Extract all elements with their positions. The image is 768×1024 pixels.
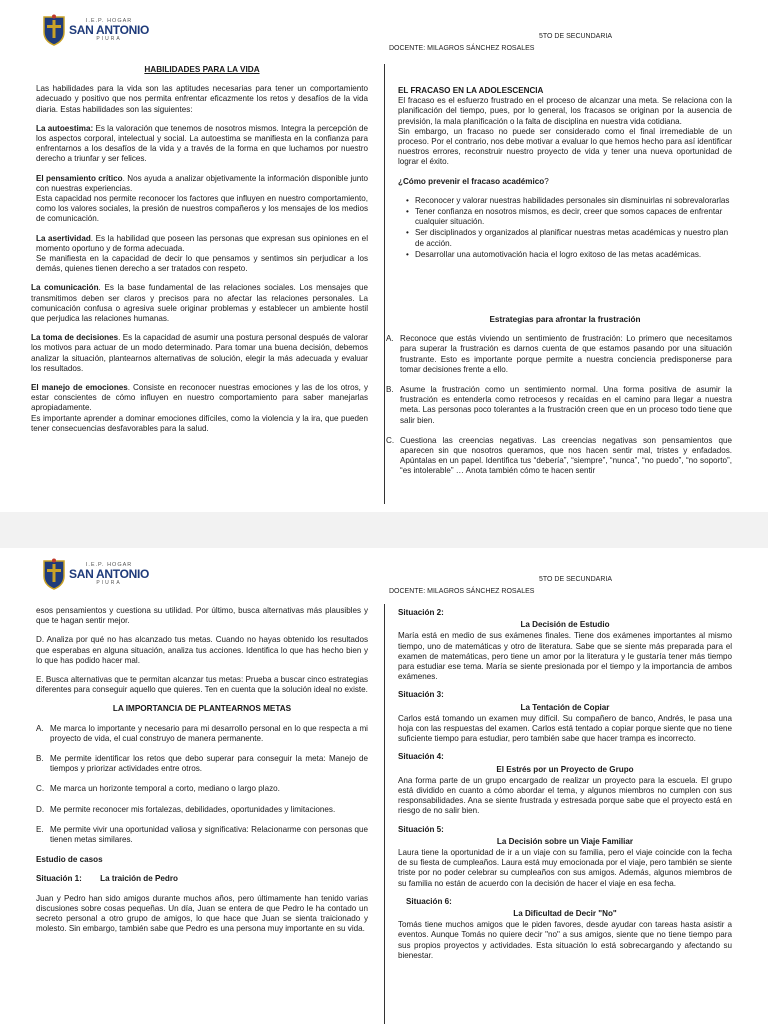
- skill-autoestima: [36, 124, 368, 165]
- school-prefix: I.E.P. HOGAR: [85, 562, 133, 568]
- skill-term: La comunicación: [31, 283, 99, 293]
- skill-text: Es la valoración que tenemos de nosotros mismos. Integra la percepción de los aspectos corporal, intelectual y social. La autoestima se manifiesta en la confianza para enfrentarnos a los desafíos de la vida y a través de la forma en que luchamos por nuestro derecho a triunfar y ser felices.: [36, 123, 368, 164]
- skill-pensamiento-critico: [36, 174, 368, 225]
- skill-toma-decisiones: [31, 333, 368, 374]
- intro-paragraph: Las habilidades para la vida son las aptitudes necesarias para tener un comportamiento adecuado y positivo que nos permita enfrentar eficazmente los retos y desafíos de la vida diaria. Estas habilidades son las siguientes:: [36, 84, 368, 114]
- situation-title: La traición de Pedro: [100, 874, 178, 884]
- list-text: Me permite vivir una oportunidad valiosa y significativa: Relacionarme con personas que tienen metas similares.: [50, 824, 368, 845]
- school-logo: [42, 558, 149, 590]
- situation-title: La Decisión sobre un Viaje Familiar: [496, 836, 634, 846]
- teacher-label: DOCENTE: MILAGROS SÁNCHEZ ROSALES: [389, 45, 535, 52]
- list-marker: A.: [386, 334, 394, 344]
- list-text: Me marca lo importante y necesario para mi desarrollo personal en lo que respecta a mi proyecto de vida, el cual construyo de manera permanente.: [50, 723, 368, 743]
- skill-term: La asertividad: [36, 233, 91, 243]
- list-item: [36, 724, 368, 744]
- situation-label: Situación 6:: [406, 896, 452, 906]
- list-marker: B.: [36, 754, 44, 764]
- prevention-question: [398, 177, 732, 187]
- situation-label: Situación 2:: [398, 608, 444, 617]
- fracaso-paragraph-2: Sin embargo, un fracaso no puede ser considerado como el final irremediable de un proceso. Por el contrario, nos debe motivar a evaluar lo que hemos hecho para así identificar nuestros errores, reconstruir nuestro proyecto de vida y tener una nueva oportunidad de lograr el éxito.: [398, 126, 732, 167]
- goals-list: [36, 724, 368, 846]
- section-title-habilidades: HABILIDADES PARA LA VIDA: [144, 65, 260, 74]
- situation-6: [398, 897, 732, 961]
- situation-2: [398, 608, 732, 682]
- strategies-title: Estrategias para afrontar la frustración: [489, 315, 641, 324]
- list-item: [36, 825, 368, 845]
- grade-label: 5TO DE SECUNDARIA: [539, 33, 612, 40]
- list-item: [36, 805, 368, 815]
- list-text: Reconoce que estás viviendo un sentimiento de frustración: Lo primero que necesitamos para superar la frustración es darnos cuenta de que estamos pasando por una situación frustrante. Esto es importante porque permite a nuestra conciencia predisponerse para tomar decisiones frente a ello.: [400, 334, 732, 374]
- situation-1-heading: [36, 874, 368, 884]
- situation-label: Situación 1:: [36, 874, 82, 884]
- school-prefix: I.E.P. HOGAR: [85, 18, 133, 24]
- prevention-question-text: ¿Cómo prevenir el fracaso académico: [398, 176, 545, 186]
- list-marker: A.: [36, 723, 44, 733]
- list-marker: C.: [36, 784, 45, 794]
- list-marker: E.: [36, 824, 44, 834]
- list-marker: D.: [36, 804, 45, 814]
- skill-text: . Es la habilidad que poseen las personas que expresan sus opiniones en el momento oportuno y de forma adecuada. Se manifiesta en la capacidad de decir lo que pensamos y sentimos sin perjudicar a los demás, quienes tienen derecho a ser tratados con respeto.: [36, 233, 368, 274]
- strategies-list: [386, 334, 732, 476]
- column-divider: [384, 64, 385, 504]
- teacher-label: DOCENTE: MILAGROS SÁNCHEZ ROSALES: [389, 588, 535, 595]
- skill-text: . Es la capacidad de asumir una postura personal después de valorar los motivos para actuar de un modo determinado. Para tomar una buena decisión, debemos analizar la situación, plantearnos alternativas de solución, elegir la más adecuada y evaluar los resultados.: [31, 333, 368, 373]
- cases-title: Estudio de casos: [36, 855, 103, 865]
- situation-text: Carlos está tomando un examen muy difícil. Su compañero de banco, Andrés, le pasa una hoja con las respuestas del examen. Carlos está tentado a copiar porque siente que no tiene suficiente tiempo para estudiar, pero también sabe que hacer trampa es incorrecto.: [398, 713, 732, 744]
- school-logo: [42, 14, 149, 46]
- list-item: [386, 334, 732, 375]
- fracaso-paragraph-1: El fracaso es el esfuerzo frustrado en el proceso de alcanzar una meta. Se relaciona con la planificación del tiempo, pues, por lo general, los fracasos se originan por la ausencia de previsión, la mala planificación o la falta de disciplina en nuestra vida cotidiana.: [398, 96, 732, 126]
- situation-5: [398, 825, 732, 889]
- grade-label: 5TO DE SECUNDARIA: [539, 576, 612, 583]
- skill-text: . Nos ayuda a analizar objetivamente la información disponible junto con nuestras experiencias. Esta capacidad nos permite reconocer los factores que influyen en nuestro comportamiento, como los valores sociales, la presión de nuestros compañeros y los mensajes de los medios de comunicación.: [36, 173, 369, 224]
- skill-term: El pensamiento crítico: [36, 173, 123, 183]
- situation-text: María está en medio de sus exámenes finales. Tiene dos exámenes importantes al mismo tiempo, uno de matemáticas y otro de literatura. Sabe que se siente más preparada para el examen de matemáticas, pero tiene un amor por la literatura y le gustaría tener más tiempo para estudiar ese tema. María se siente presionada por el tiempo y la importancia de ambos exámenes.: [398, 631, 732, 682]
- page1-left-column: [31, 65, 369, 443]
- section-title-fracaso: EL FRACASO EN LA ADOLESCENCIA: [398, 86, 544, 95]
- skill-term: La toma de decisiones: [31, 333, 119, 343]
- situation-label: Situación 4:: [398, 752, 444, 762]
- list-marker: C.: [386, 435, 395, 445]
- list-text: Cuestiona las creencias negativas. Las creencias negativas son pensamientos que aparecen sin que nosotros queramos, que nos hacen sentir mal, tristes y enfadados. Apúntalas en un papel. Identifica tus “debería”, “siempre”, “nunca”, “no puedo”, “no soporto”, “es intolerable” … Anota también cómo te hacen sentir: [400, 435, 732, 476]
- skill-term: La autoestima:: [36, 123, 94, 133]
- school-name: SAN ANTONIO: [69, 567, 150, 581]
- situation-title: La Decisión de Estudio: [520, 620, 610, 630]
- list-item: • Reconocer y valorar nuestras habilidades personales sin disminuirlas ni sobrevalorarlas: [406, 196, 732, 206]
- prevention-list: [406, 196, 732, 260]
- situation-title: La Tentación de Copiar: [520, 702, 610, 712]
- situation-4: [398, 752, 732, 816]
- question-mark: ?: [544, 176, 549, 186]
- page2-left-column: [36, 606, 368, 943]
- list-item: • Desarrollar una automotivación hacia el logro exitoso de las metas académicas.: [406, 250, 732, 260]
- school-city: PIURA: [96, 580, 122, 586]
- situation-label: Situación 5:: [398, 824, 444, 834]
- situation-3: [398, 690, 732, 744]
- list-marker: B.: [386, 385, 394, 395]
- school-crest-icon: [42, 14, 66, 46]
- page2-right-column: [398, 608, 732, 961]
- list-item: [36, 784, 368, 794]
- list-text: Asume la frustración como un sentimiento normal. Una forma positiva de asumir la frustración es entenderla como retrocesos y recaídas en el camino para llegar a nuestra meta. Las personas poco tolerantes a la frustración creen que en un proceso todo tiene que salir bien.: [400, 385, 732, 425]
- list-text: Me permite reconocer mis fortalezas, debilidades, oportunidades y limitaciones.: [50, 804, 336, 814]
- goals-title: LA IMPORTANCIA DE PLANTEARNOS METAS: [112, 704, 292, 714]
- skill-text: . Es la base fundamental de las relaciones sociales. Los mensajes que transmitimos deben ser claros y precisos para no afectar las relaciones personales. La comunicación confusa o agresiva suele originar problemas y establecer un ambiente hostil que perjudica las relaciones humanas.: [31, 283, 368, 324]
- skill-comunicacion: [31, 283, 368, 324]
- list-text: Me permite identificar los retos que debo superar para conseguir la meta: Manejo de tiempos y priorizar actividades entre otros.: [50, 754, 368, 774]
- list-item: • Ser disciplinados y organizados al planificar nuestras metas académicas y nuestro plan de acción.: [406, 228, 732, 248]
- list-text: Me marca un horizonte temporal a corto, mediano o largo plazo.: [50, 784, 280, 794]
- school-crest-icon: [42, 558, 66, 590]
- page-gap: [0, 512, 768, 548]
- skill-asertividad: [36, 234, 368, 275]
- column-divider: [384, 604, 385, 1024]
- skill-term: El manejo de emociones: [31, 383, 128, 393]
- continuation-paragraph: esos pensamientos y cuestiona su utilidad. Por último, busca alternativas más plausibles y que te hagan sentir mejor.: [36, 606, 368, 626]
- school-city: PIURA: [96, 36, 122, 42]
- list-item: [386, 436, 732, 477]
- situation-1-text: Juan y Pedro han sido amigos durante muchos años, pero últimamente han tenido varias discusiones sobre cosas pequeñas. Un día, Juan se entera de que Pedro le ha contado un secreto personal a otro grupo de amigos, lo que hace que Juan se sienta traicionado y molesto. Sin embargo, también sabe que Pedro es una persona muy importante en su vida.: [36, 893, 368, 934]
- list-item: • Tener confianza en nosotros mismos, es decir, creer que somos capaces de enfrentar cualquier situación.: [406, 207, 732, 227]
- situation-label: Situación 3:: [398, 690, 444, 700]
- strategy-d: D. Analiza por qué no has alcanzado tus metas. Cuando no hayas obtenido los resultados que esperabas en alguna situación, analiza tus acciones. Identifica lo que has hecho bien y lo que has podido hacer mal.: [36, 635, 368, 665]
- situation-title: La Dificultad de Decir "No": [513, 909, 617, 919]
- skill-text: . Consiste en reconocer nuestras emociones y las de los otros, y estar conscientes de cómo influyen en nuestro comportamiento para saber manejarlas apropiadamente. Es importante aprender a dominar emociones difíciles, como la violencia y la ira, que pueden tener consecuencias desfavorables para la salud.: [31, 383, 368, 433]
- strategy-e: E. Busca alternativas que te permitan alcanzar tus metas: Prueba a buscar cinco estrategias diferentes para conseguir aquello que quieres. Ten en cuenta que la solución ideal no existe.: [36, 675, 368, 695]
- situation-text: Tomás tiene muchos amigos que le piden favores, desde ayudar con tareas hasta asistir a eventos. Aunque Tomás no quiere decir "no" a sus amigos, siente que no tiene tiempo para sus propios proyectos y actividades. Esta situación lo está sobrecargando y afectando su bienestar.: [398, 920, 732, 960]
- situation-text: Ana forma parte de un grupo encargado de realizar un proyecto para la escuela. El grupo está dividido en cuanto a cómo abordar el tema, y algunos miembros no cumplen con sus responsabilidades. Ana se siente frustrada y estresada porque sabe que el proyecto está en riesgo de no salir bien.: [398, 775, 732, 816]
- list-item: [386, 385, 732, 426]
- situation-title: El Estrés por un Proyecto de Grupo: [496, 764, 634, 774]
- skill-manejo-emociones: [31, 383, 368, 434]
- strategies-section: [386, 315, 732, 487]
- page1-right-column: [398, 86, 732, 270]
- document-page-2: [0, 548, 768, 1024]
- list-item: [36, 754, 368, 774]
- school-name: SAN ANTONIO: [69, 23, 150, 37]
- situation-text: Laura tiene la oportunidad de ir a un viaje con su familia, pero el viaje coincide con la fecha de su fiesta de cumpleaños. Laura está muy emocionada por el viaje, pero también se siente triste por no poder celebrar su cumpleaños con sus amigos. Además, algunos miembros de su familia no están de acuerdo con la decisión de hacer el viaje en esa fecha.: [398, 848, 732, 888]
